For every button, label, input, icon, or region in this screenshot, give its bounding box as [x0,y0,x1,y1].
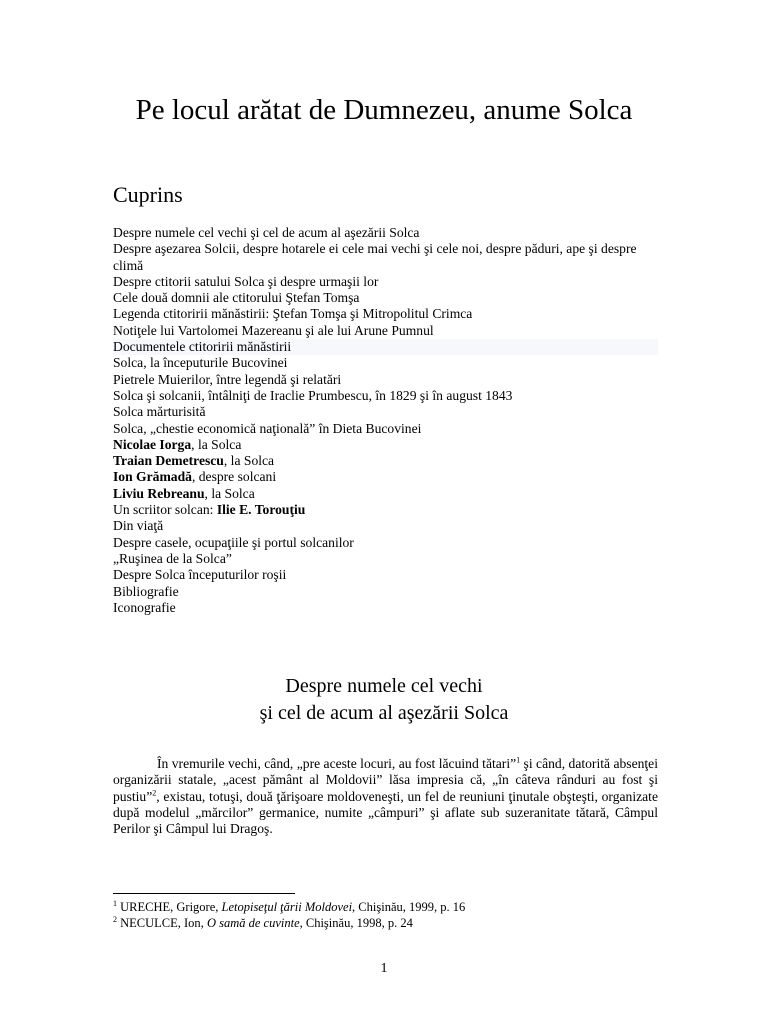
toc-item[interactable]: Pietrele Muierilor, între legendă şi relatări [113,371,342,387]
footnote: $^1$ URECHE, Grigore, Letopiseţul ţării Moldovei, Chişinău, 1999, p. 16 [113,898,466,914]
toc-item[interactable]: Despre casele, ocupaţiile şi portul solcanilor [113,534,354,550]
page-number: 1 [380,961,388,976]
toc-item[interactable]: Din viaţă [113,518,164,534]
toc-item[interactable]: Un scriitor solcan: Ilie E. Torouţiu [113,502,306,518]
toc-item[interactable]: Despre numele cel vechi şi cel de acum al aşezării Solca [113,225,420,240]
toc-item[interactable]: Solca şi solcanii, întâlniţi de Iraclie Prumbescu, în 1829 şi în august 1843 [113,387,513,403]
toc-item[interactable]: Nicolae Iorga, la Solca [113,436,242,452]
toc-item[interactable]: Solca mărturisită [113,404,206,420]
toc-item[interactable]: Despre aşezarea Solcii, despre hotarele ei cele mai vechi şi cele noi, despre păduri, ape şi despre climă [113,241,637,273]
footnote-reference[interactable]: 2 [152,788,157,798]
body-paragraph: În vremurile vechi, când, „pre aceste locuri, au fost lăcuind tătari”$^1$ şi când, datorită absenţei organizării statale, „acest pământ al Moldovii” lăsa impresia că, „în câteva rânduri au fost şi pustiu”$^2$, existau, totuşi, două ţărişoare moldoveneşti, un fel de reuniuni ţinutale obşteşti, organizate după modelul „mărcilor” germanice, numite „câmpuri” şi aflate sub suzeranitate tătară, Câmpul Perilor şi Câmpul lui Dragoş. [113,755,658,837]
toc-heading: Cuprins [113,182,183,207]
toc-item[interactable]: „Ruşinea de la Solca” [113,550,232,566]
toc-item[interactable]: Documentele ctitoririi mănăstirii [113,339,658,355]
section-heading [0,673,768,727]
section-heading-line: Despre numele cel vechi [285,675,483,697]
footnotes [113,899,658,931]
table-of-contents [113,225,658,616]
toc-item[interactable]: Iconografie [113,599,176,615]
toc-item[interactable]: Despre Solca începuturilor roşii [113,567,287,583]
section-heading-line: şi cel de acum al aşezării Solca [259,702,509,724]
toc-item[interactable]: Solca, „chestie economică naţională” în Dieta Bucovinei [113,420,422,436]
toc-item[interactable]: Cele două domnii ale ctitorului Ştefan Tomşa [113,290,360,306]
footnote: $^2$ NECULCE, Ion, O samă de cuvinte, Chişinău, 1998, p. 24 [113,914,413,930]
toc-item[interactable]: Traian Demetrescu, la Solca [113,453,275,469]
toc-item[interactable]: Notiţele lui Vartolomei Mazereanu şi ale lui Arune Pumnul [113,322,434,338]
document-title: Pe locul arătat de Dumnezeu, anume Solca [135,94,633,126]
footnote-reference[interactable]: 1 [516,755,521,765]
footnote-separator [113,893,295,894]
toc-item[interactable]: Solca, la începuturile Bucovinei [113,355,288,371]
toc-item[interactable]: Liviu Rebreanu, la Solca [113,485,255,501]
toc-item[interactable]: Ion Grămadă, despre solcani [113,469,277,485]
toc-item[interactable]: Despre ctitorii satului Solca şi despre urmaşii lor [113,273,379,289]
toc-item[interactable]: Legenda ctitoririi mănăstirii: Ştefan Tomşa şi Mitropolitul Crimca [113,306,473,322]
toc-item[interactable]: Bibliografie [113,583,179,599]
